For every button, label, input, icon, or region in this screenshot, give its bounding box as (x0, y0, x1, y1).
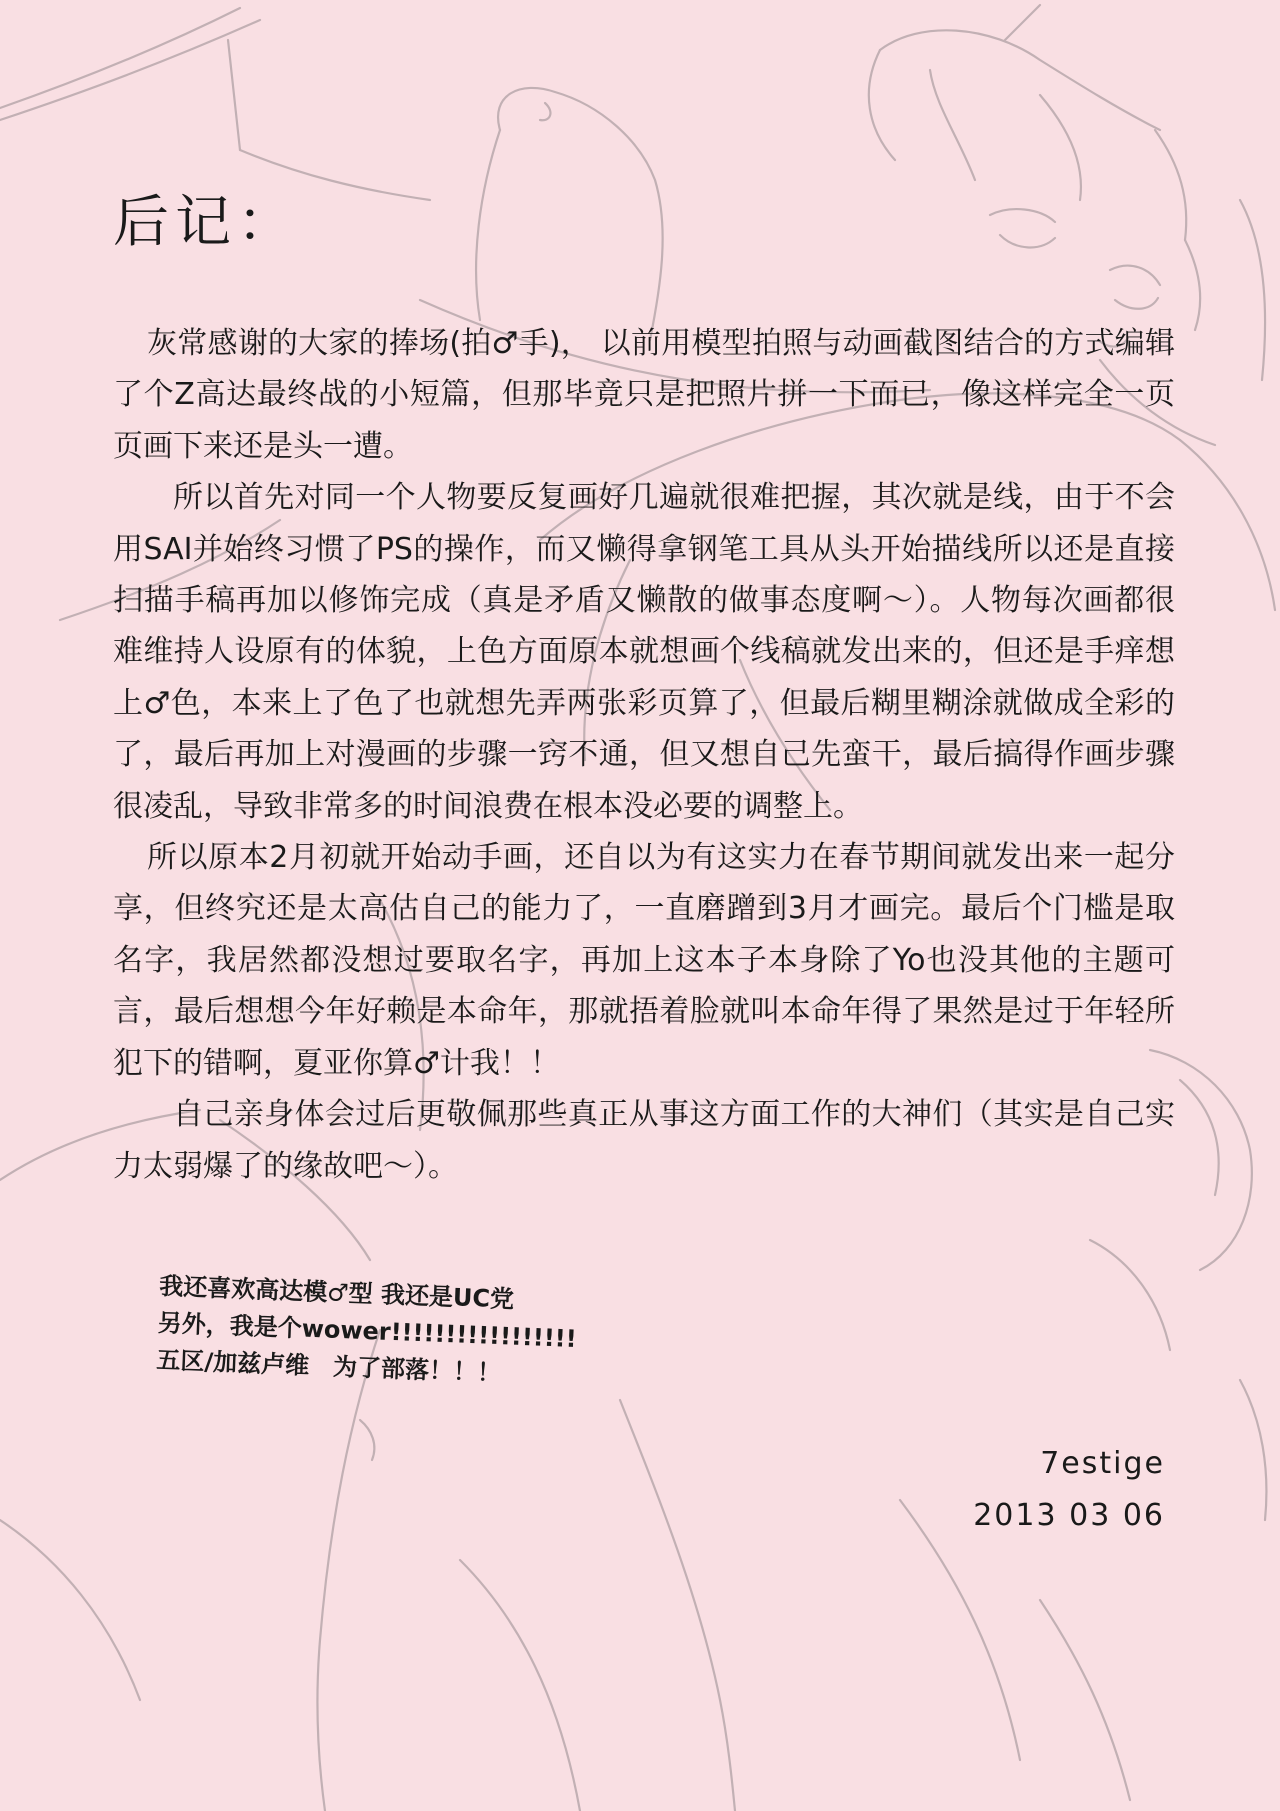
paragraph-2: 所以首先对同一个人物要反复画好几遍就很难把握，其次就是线，由于不会用SAI并始终习惯了PS的操作，而又懒得拿钢笔工具从头开始描线所以还是直接扫描手稿再加以修饰完成（真是矛盾又懒散的做事态度啊～）。人物每次画都很难维持人设原有的体貌，上色方面原本就想画个线稿就发出来的，但还是手痒想上♂色，本来上了色了也就想先弄两张彩页算了，但最后糊里糊涂就做成全彩的了，最后再加上对漫画的步骤一窍不通，但又想自己先蛮干，最后搞得作画步骤很凌乱，导致非常多的时间浪费在根本没必要的调整上。 (113, 480, 1175, 824)
note-line-2: 另外，我是个wower!!!!!!!!!!!!!!!!! (157, 1308, 578, 1354)
author-name: 7estige (1040, 1446, 1165, 1481)
paragraph-4: 自己亲身体会过后更敬佩那些真正从事这方面工作的大神们（其实是自己实力太弱爆了的缘故吧～）。 (113, 1097, 1175, 1184)
page-title: 后记： (113, 190, 299, 255)
paragraph-3: 所以原本2月初就开始动手画，还自以为有这实力在春节期间就发出来一起分享，但终究还是太高估自己的能力了，一直磨蹭到3月才画完。最后个门槛是取名字，我居然都没想过要取名字，再加上这本子本身除了Yo也没其他的主题可言，最后想想今年好赖是本命年，那就捂着脸就叫本命年得了果然是过于年轻所犯下的错啊，夏亚你算♂计我！！ (113, 840, 1175, 1081)
paragraph-1: 灰常感谢的大家的捧场(拍♂手)， 以前用模型拍照与动画截图结合的方式编辑了个Z高达最终战的小短篇，但那毕竟只是把照片拼一下而已，像这样完全一页页画下来还是头一遭。 (113, 326, 1175, 464)
note-line-3: 五区/加兹卢维 为了部落！！！ (155, 1345, 502, 1388)
signature-date: 2013 03 06 (973, 1498, 1165, 1533)
handwritten-note (156, 1268, 579, 1395)
note-line-1: 我还喜欢高达模♂型 我还是UC党 (158, 1271, 515, 1314)
afterword-body (113, 318, 1175, 1192)
signature-block (973, 1438, 1165, 1542)
